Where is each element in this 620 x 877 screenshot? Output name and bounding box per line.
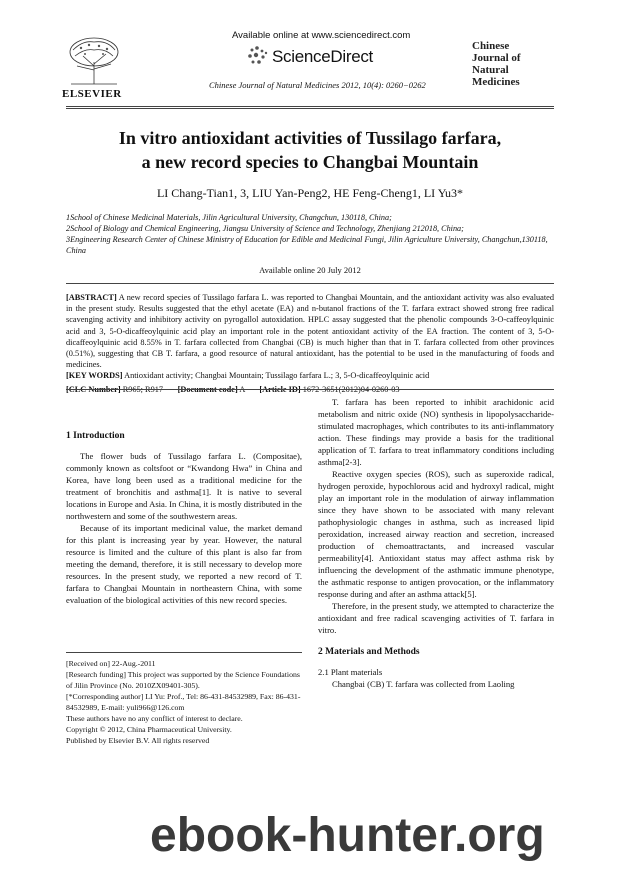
- available-online-text: Available online at www.sciencedirect.com: [232, 30, 411, 41]
- doc-code-value: A: [239, 384, 245, 394]
- intro-paragraph-1: The flower buds of Tussilago farfara L. (Compositae), commonly known as coltsfoot or “Kwandong Hwa” in China and Korea, have long been used as a traditional medicine for the treatment of bronchitis and asthma[1]. It is native to several locations in Europe and Asia. In China, it is mostly distributed in the northwestern and some of the southwestern areas.: [66, 451, 302, 521]
- clc-label: [CLC Number]: [66, 384, 121, 394]
- journal-line: Natural: [472, 64, 509, 76]
- subsection-heading-plant-materials: 2.1 Plant materials: [318, 667, 383, 677]
- journal-citation: Chinese Journal of Natural Medicines 2012, 10(4): 0260−0262: [209, 80, 426, 90]
- abstract-rule-top: [66, 283, 554, 284]
- author-list: LI Chang-Tian1, 3, LIU Yan-Peng2, HE Feng-Cheng1, LI Yu3*: [156, 186, 464, 200]
- keywords-text: Antioxidant activity; Changbai Mountain; Tussilago farfara L.; 3, 5-O-dicaffeoylquinic acid: [124, 371, 430, 381]
- footnotes: [66, 658, 302, 746]
- article-id-value: 1672-3651(2012)04-0260-03: [302, 384, 400, 394]
- abstract-rule-bottom: [66, 389, 554, 390]
- clc-value: R965; R917: [122, 384, 164, 394]
- intro-paragraph-2: Because of its important medicinal value, the market demand for this plant is increasing year by year. However, the natural resource is limited and the culture of this plant is also far from meeting the demand, therefore, it is still necessary to develop more resources. In the present study, we reported a new record of T. farfara to Changbai Mountain in northeastern China, with some evaluation of the biological activities of this new record species.: [66, 523, 302, 605]
- section-heading-methods: 2 Materials and Methods: [318, 647, 420, 657]
- footnote-funding: [Research funding] This project was supported by the Science Foundations of Jilin Province (No. 2010ZX09401-305).: [66, 670, 300, 690]
- right-column: [318, 396, 554, 690]
- title-line-1: In vitro antioxidant activities of Tussilago farfara,: [118, 128, 502, 148]
- footnote-copyright: Copyright © 2012, China Pharmaceutical University.: [66, 725, 232, 734]
- watermark-text: ebook-hunter.org: [150, 809, 545, 862]
- section-heading-introduction: 1 Introduction: [66, 431, 125, 441]
- footnote-publisher: Published by Elsevier B.V. All rights reserved: [66, 736, 210, 745]
- right-paragraph-2: Reactive oxygen species (ROS), such as superoxide radical, hydrogen peroxide, hypochlorous acid and hydroxyl radical, might play an important role in the modulation of airway inflammation since they have shown to be associated with many relevant pathophysiologic changes in asthma, such as increased lipid peroxidation, increased airway reaction and secretion, increased production of chemoattractants, and increased vascular permeability[4]. Antioxidant status may affect asthma risk by influencing the development of the asthmatic immune phenotype, the asthmatic response to antigen provocation, or the inflammatory response during and after an asthma attack[5].: [318, 469, 554, 599]
- abstract-paragraph: [66, 292, 554, 370]
- article-id-label: [Article ID]: [259, 384, 301, 394]
- sciencedirect-wordmark: ScienceDirect: [272, 47, 373, 66]
- publisher-name: ELSEVIER: [62, 88, 122, 100]
- right-paragraph-1: T. farfara has been reported to inhibit arachidonic acid metabolism and nitric oxide (NO) synthesis in lipopolysaccharide-stimulated macrophages, which contributes to its anti-inflammatory action. These findings may provide a basis for the traditional application of T. farfara to treat inflammatory conditions including asthma[2-3].: [318, 397, 554, 467]
- affiliation-item: 1School of Chinese Medicinal Materials, Jilin Agricultural University, Changchun, 130118, China;: [66, 213, 392, 222]
- abstract-text: A new record species of Tussilago farfara L. was reported to Changbai Mountain, and the antioxidant activity was also evaluated in the present study. Results suggested that the ethyl acetate (EA) and n-butanol fractions of the T. farfara extract showed strong free radical scavenging activity and inhibitory activity on pyrogallol autoxidation. HPLC assay suggested that the phenolic compounds 3-O-caffeoylquinic acid and 3, 5-O-dicaffeoylquinic acid play an important role in the potent antioxidant activity of the EA fraction. The content of 3, 5-O-dicaffeoylquinic acid 8.55% in T. farfara collected from Changbai (CB) is much higher than that in T. farfara collected from other provinces (0.51%), suggesting that CB T. farfara, a good resource of natural antioxidant, has the potential to be used in the manufacturing of foods and medicines.: [66, 293, 554, 370]
- right-paragraph-4: Changbai (CB) T. farfara was collected from Laoling: [332, 679, 515, 689]
- title-line-2: a new record species to Changbai Mountain: [141, 152, 479, 172]
- elsevier-tree-logo-icon: [63, 36, 125, 86]
- paper-title: [60, 126, 560, 174]
- journal-name-block: [472, 40, 550, 88]
- footnote-received: [Received on] 22-Aug.-2011: [66, 659, 156, 668]
- abstract-block: [66, 292, 554, 395]
- affiliation-item: 3Engineering Research Center of Chinese Ministry of Education for Edible and Medicinal Fungi, Jilin Agriculture University, Changchun,130118, China: [66, 235, 548, 255]
- journal-line: Chinese: [472, 40, 510, 52]
- journal-line: Medicines: [472, 76, 520, 88]
- keywords-label: [KEY WORDS]: [66, 371, 123, 381]
- keywords-line: [66, 370, 554, 381]
- available-date: Available online 20 July 2012: [259, 265, 361, 275]
- footnote-corresponding: [*Corresponding author] LI Yu: Prof., Tel: 86-431-84532989, Fax: 86-431-84532989, E-mail: yuli966@126.com: [66, 692, 301, 712]
- footnote-rule: [66, 652, 302, 653]
- header-rule: [66, 106, 554, 107]
- affiliations: [66, 212, 556, 256]
- left-column: [66, 430, 302, 606]
- affiliation-item: 2School of Biology and Chemical Engineering, Jiangsu University of Science and Technology, Zhenjiang 212018, China;: [66, 224, 464, 233]
- header-rule-2: [66, 108, 554, 109]
- right-paragraph-3: Therefore, in the present study, we attempted to characterize the antioxidant and free radical scavenging activities of T. farfara in vitro.: [318, 601, 554, 635]
- abstract-label: [ABSTRACT]: [66, 293, 117, 302]
- doc-code-label: [Document code]: [177, 384, 238, 394]
- footnote-conflict: These authors have no any conflict of interest to declare.: [66, 714, 243, 723]
- journal-line: Journal of: [472, 52, 521, 64]
